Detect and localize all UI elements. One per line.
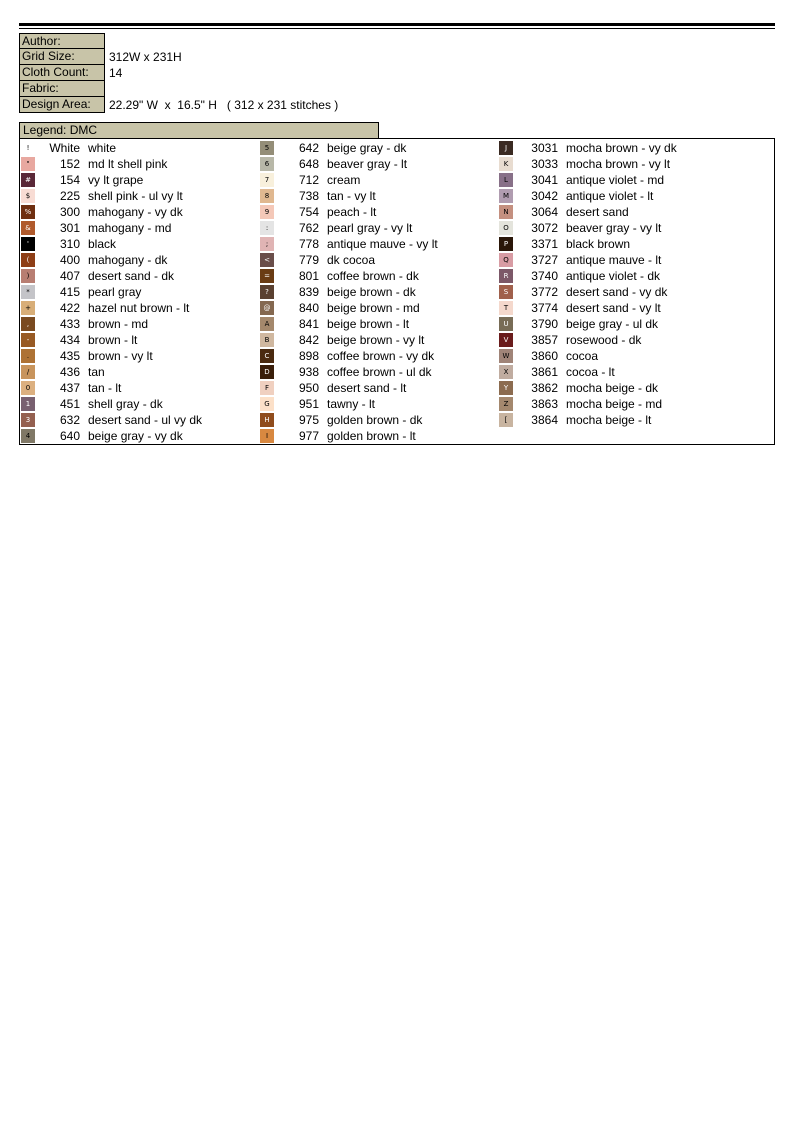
legend-title: Legend: DMC <box>19 122 379 139</box>
floss-name: coffee brown - ul dk <box>327 365 432 379</box>
floss-name: tan - vy lt <box>327 189 376 203</box>
floss-name: rosewood - dk <box>566 333 642 347</box>
floss-code: 778 <box>298 237 319 251</box>
floss-name: pearl gray <box>88 285 142 299</box>
floss-name: pearl gray - vy lt <box>327 221 413 235</box>
floss-code: 950 <box>298 381 319 395</box>
floss-code: 3772 <box>531 285 558 299</box>
floss-code: 3790 <box>531 317 558 331</box>
info-value: 14 <box>109 66 123 80</box>
floss-name: beige brown - vy lt <box>327 333 425 347</box>
floss-code: 433 <box>59 317 80 331</box>
floss-name: mocha brown - vy dk <box>566 141 677 155</box>
color-swatch: ? <box>260 285 274 299</box>
info-label: Grid Size: <box>19 49 105 65</box>
info-value: 22.29" W x 16.5" H ( 312 x 231 stitches ) <box>109 98 339 112</box>
floss-code: 154 <box>59 173 80 187</box>
color-swatch: D <box>260 365 274 379</box>
floss-code: 898 <box>298 349 319 363</box>
floss-name: beige gray - dk <box>327 141 407 155</box>
floss-code: 3864 <box>531 413 558 427</box>
color-swatch: ( <box>21 253 35 267</box>
floss-name: cream <box>327 173 361 187</box>
floss-name: beaver gray - lt <box>327 157 408 171</box>
floss-code: 801 <box>298 269 319 283</box>
floss-name: shell gray - dk <box>88 397 163 411</box>
color-swatch: S <box>499 285 513 299</box>
floss-code: 975 <box>298 413 319 427</box>
color-swatch: B <box>260 333 274 347</box>
floss-code: 451 <box>59 397 80 411</box>
floss-name: desert sand - vy dk <box>566 285 668 299</box>
color-swatch: Y <box>499 381 513 395</box>
floss-code: 407 <box>59 269 80 283</box>
color-swatch: / <box>21 365 35 379</box>
color-swatch: K <box>499 157 513 171</box>
color-swatch: 3 <box>21 413 35 427</box>
color-swatch: U <box>499 317 513 331</box>
color-swatch: M <box>499 189 513 203</box>
floss-code: 3863 <box>531 397 558 411</box>
floss-name: mahogany - vy dk <box>88 205 183 219</box>
top-rule-thin <box>19 28 775 29</box>
floss-name: mocha beige - dk <box>566 381 659 395</box>
floss-name: desert sand - vy lt <box>566 301 661 315</box>
floss-code: 951 <box>298 397 319 411</box>
floss-name: shell pink - ul vy lt <box>88 189 183 203</box>
floss-name: mahogany - dk <box>88 253 168 267</box>
color-swatch: 0 <box>21 381 35 395</box>
color-swatch: X <box>499 365 513 379</box>
floss-code: 762 <box>298 221 319 235</box>
color-swatch: " <box>21 157 35 171</box>
floss-code: 422 <box>59 301 80 315</box>
color-swatch: ! <box>21 141 35 155</box>
floss-code: 434 <box>59 333 80 347</box>
floss-code: 3072 <box>531 221 558 235</box>
color-swatch: N <box>499 205 513 219</box>
color-swatch: . <box>21 349 35 363</box>
floss-name: tawny - lt <box>327 397 376 411</box>
floss-code: 3042 <box>531 189 558 203</box>
floss-code: 3033 <box>531 157 558 171</box>
floss-name: mocha brown - vy lt <box>566 157 671 171</box>
color-swatch: O <box>499 221 513 235</box>
color-swatch: 6 <box>260 157 274 171</box>
info-label: Fabric: <box>19 81 105 97</box>
color-swatch: A <box>260 317 274 331</box>
floss-name: mocha beige - md <box>566 397 663 411</box>
color-swatch: = <box>260 269 274 283</box>
floss-code: 642 <box>298 141 319 155</box>
floss-name: hazel nut brown - lt <box>88 301 190 315</box>
color-swatch: - <box>21 333 35 347</box>
color-swatch: 1 <box>21 397 35 411</box>
floss-name: mocha beige - lt <box>566 413 652 427</box>
color-swatch: I <box>260 429 274 443</box>
color-swatch: , <box>21 317 35 331</box>
floss-name: beige brown - dk <box>327 285 416 299</box>
color-swatch: P <box>499 237 513 251</box>
floss-code: 977 <box>298 429 319 443</box>
floss-name: golden brown - lt <box>327 429 416 443</box>
color-swatch: 4 <box>21 429 35 443</box>
floss-name: antique violet - lt <box>566 189 654 203</box>
color-swatch: R <box>499 269 513 283</box>
color-swatch: J <box>499 141 513 155</box>
floss-name: white <box>88 141 117 155</box>
floss-name: desert sand - lt <box>327 381 407 395</box>
floss-name: tan - lt <box>88 381 122 395</box>
floss-code: 3740 <box>531 269 558 283</box>
info-label: Author: <box>19 33 105 49</box>
floss-code: 842 <box>298 333 319 347</box>
floss-code: 640 <box>59 429 80 443</box>
floss-name: beige gray - ul dk <box>566 317 659 331</box>
color-swatch: Q <box>499 253 513 267</box>
color-swatch: # <box>21 173 35 187</box>
floss-code: 3041 <box>531 173 558 187</box>
floss-code: 3727 <box>531 253 558 267</box>
floss-name: black brown <box>566 237 631 251</box>
floss-name: peach - lt <box>327 205 377 219</box>
floss-name: antique violet - dk <box>566 269 661 283</box>
floss-name: beige brown - md <box>327 301 420 315</box>
floss-name: brown - lt <box>88 333 138 347</box>
color-swatch: V <box>499 333 513 347</box>
floss-code: 938 <box>298 365 319 379</box>
floss-code: 310 <box>59 237 80 251</box>
floss-code: White <box>49 141 80 155</box>
floss-name: desert sand - dk <box>88 269 175 283</box>
color-swatch: 7 <box>260 173 274 187</box>
floss-code: 3371 <box>531 237 558 251</box>
floss-name: beige brown - lt <box>327 317 410 331</box>
floss-name: coffee brown - dk <box>327 269 419 283</box>
floss-name: beige gray - vy dk <box>88 429 183 443</box>
floss-name: black <box>88 237 117 251</box>
floss-code: 400 <box>59 253 80 267</box>
floss-code: 738 <box>298 189 319 203</box>
floss-name: desert sand - ul vy dk <box>88 413 203 427</box>
floss-code: 779 <box>298 253 319 267</box>
floss-code: 840 <box>298 301 319 315</box>
floss-name: beaver gray - vy lt <box>566 221 662 235</box>
color-swatch: W <box>499 349 513 363</box>
floss-code: 3064 <box>531 205 558 219</box>
floss-code: 648 <box>298 157 319 171</box>
color-swatch: + <box>21 301 35 315</box>
color-swatch: % <box>21 205 35 219</box>
color-swatch: < <box>260 253 274 267</box>
floss-name: desert sand <box>566 205 629 219</box>
floss-name: mahogany - md <box>88 221 172 235</box>
floss-name: dk cocoa <box>327 253 376 267</box>
floss-code: 437 <box>59 381 80 395</box>
floss-code: 3857 <box>531 333 558 347</box>
color-swatch: [ <box>499 413 513 427</box>
floss-name: brown - md <box>88 317 149 331</box>
color-swatch: 8 <box>260 189 274 203</box>
floss-code: 632 <box>59 413 80 427</box>
color-swatch: ; <box>260 237 274 251</box>
color-swatch: $ <box>21 189 35 203</box>
color-swatch: C <box>260 349 274 363</box>
top-rule-thick <box>19 23 775 26</box>
floss-code: 841 <box>298 317 319 331</box>
color-swatch: F <box>260 381 274 395</box>
floss-name: cocoa <box>566 349 599 363</box>
floss-code: 3861 <box>531 365 558 379</box>
color-swatch: T <box>499 301 513 315</box>
color-swatch: L <box>499 173 513 187</box>
floss-code: 3774 <box>531 301 558 315</box>
floss-code: 3031 <box>531 141 558 155</box>
floss-name: antique mauve - lt <box>566 253 662 267</box>
legend-table <box>19 138 775 445</box>
color-swatch: * <box>21 285 35 299</box>
floss-code: 712 <box>298 173 319 187</box>
floss-name: vy lt grape <box>88 173 144 187</box>
floss-name: coffee brown - vy dk <box>327 349 435 363</box>
floss-name: antique mauve - vy lt <box>327 237 438 251</box>
floss-code: 225 <box>59 189 80 203</box>
color-swatch: 5 <box>260 141 274 155</box>
floss-code: 436 <box>59 365 80 379</box>
floss-code: 300 <box>59 205 80 219</box>
color-swatch: G <box>260 397 274 411</box>
floss-code: 3860 <box>531 349 558 363</box>
info-value: 312W x 231H <box>109 50 182 64</box>
color-swatch: : <box>260 221 274 235</box>
floss-code: 754 <box>298 205 319 219</box>
color-swatch: Z <box>499 397 513 411</box>
info-label: Cloth Count: <box>19 65 105 81</box>
floss-code: 152 <box>59 157 80 171</box>
floss-name: md lt shell pink <box>88 157 168 171</box>
floss-code: 415 <box>59 285 80 299</box>
color-swatch: & <box>21 221 35 235</box>
color-swatch: H <box>260 413 274 427</box>
color-swatch: ' <box>21 237 35 251</box>
floss-code: 301 <box>59 221 80 235</box>
floss-name: tan <box>88 365 105 379</box>
floss-name: brown - vy lt <box>88 349 153 363</box>
floss-code: 3862 <box>531 381 558 395</box>
floss-name: antique violet - md <box>566 173 665 187</box>
info-label: Design Area: <box>19 97 105 113</box>
floss-code: 435 <box>59 349 80 363</box>
color-swatch: @ <box>260 301 274 315</box>
color-swatch: ) <box>21 269 35 283</box>
color-swatch: 9 <box>260 205 274 219</box>
floss-code: 839 <box>298 285 319 299</box>
floss-name: cocoa - lt <box>566 365 615 379</box>
floss-name: golden brown - dk <box>327 413 423 427</box>
